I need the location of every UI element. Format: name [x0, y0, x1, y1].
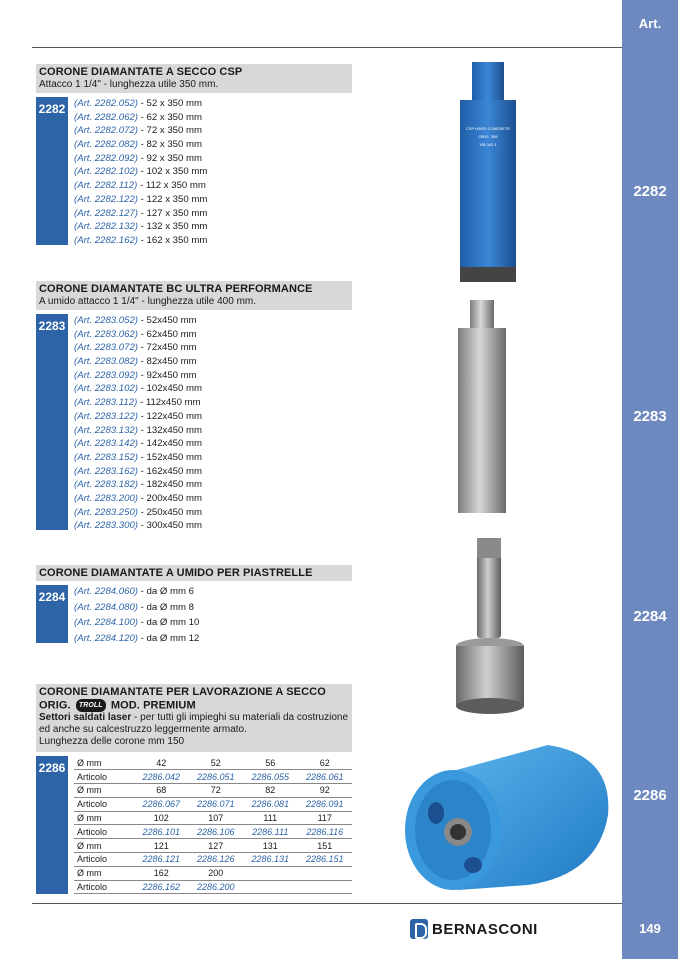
article-code: (Art. 2284.060)	[74, 586, 138, 597]
article-size: - 82x450 mm	[140, 356, 197, 368]
article-code: (Art. 2283.112)	[74, 397, 138, 409]
table-row-label: Ø mm	[74, 756, 134, 770]
list-item	[74, 631, 199, 647]
list-item	[74, 369, 202, 383]
article-size: - 152x450 mm	[140, 451, 202, 463]
list-item	[74, 478, 202, 492]
table-row	[74, 839, 352, 853]
article-size: - 102x450 mm	[140, 383, 202, 395]
table-cell: 2286.061	[298, 770, 353, 784]
list-item	[74, 97, 207, 111]
sidebar-code-2283: 2283	[633, 408, 667, 425]
list-item	[74, 424, 202, 438]
table-cell: 131	[243, 839, 298, 853]
table-row	[74, 756, 352, 770]
bottom-rule	[32, 903, 622, 904]
article-size: - 122 x 350 mm	[140, 193, 208, 205]
list-item	[74, 341, 202, 355]
table-row-label: Articolo	[74, 770, 134, 784]
article-size: - 127 x 350 mm	[140, 207, 208, 219]
sidebar-code-2284: 2284	[633, 608, 667, 625]
table-cell: 162	[134, 866, 189, 880]
list-item	[74, 410, 202, 424]
top-rule	[32, 47, 622, 48]
article-code: (Art. 2282.132)	[74, 221, 138, 233]
core-drill-csp-image	[452, 62, 524, 284]
section-2282-title: CORONE DIAMANTATE A SECCO CSP	[39, 66, 243, 78]
article-size: - 162 x 350 mm	[140, 234, 208, 246]
article-size: - 132x450 mm	[140, 424, 202, 436]
table-cell	[243, 880, 298, 894]
table-row	[74, 825, 352, 839]
article-code: (Art. 2282.072)	[74, 125, 138, 137]
list-item	[74, 165, 207, 179]
section-2286-header	[36, 684, 352, 752]
table-cell: 42	[134, 756, 189, 770]
table-cell: 2286.131	[243, 853, 298, 867]
article-code: (Art. 2282.082)	[74, 139, 138, 151]
article-code: (Art. 2284.100)	[74, 617, 138, 629]
article-size: - 162x450 mm	[140, 465, 202, 477]
section-2283-list	[74, 314, 202, 533]
list-item	[74, 124, 207, 138]
page-number: 149	[639, 921, 661, 936]
list-item	[74, 492, 202, 506]
article-size: - da Ø mm 6	[140, 586, 194, 597]
list-item	[74, 111, 207, 125]
list-item	[74, 355, 202, 369]
article-code: (Art. 2283.182)	[74, 479, 138, 491]
article-size: - 250x450 mm	[140, 506, 202, 518]
table-cell: 2286.091	[298, 797, 353, 811]
list-item	[74, 207, 207, 221]
table-cell: 127	[189, 839, 244, 853]
table-row-label: Articolo	[74, 825, 134, 839]
table-cell: 2286.055	[243, 770, 298, 784]
product-label-line3: 165 162 1	[479, 142, 497, 147]
tile-drill-bit-image	[455, 538, 525, 718]
list-item	[74, 220, 207, 234]
table-cell: 72	[189, 784, 244, 798]
table-cell: 2286.200	[189, 880, 244, 894]
table-cell: 2286.111	[243, 825, 298, 839]
table-cell: 117	[298, 811, 353, 825]
sidebar	[622, 0, 678, 959]
bernasconi-logo-text: BERNASCONI	[432, 920, 538, 938]
article-size: - da Ø mm 8	[140, 601, 194, 613]
table-cell: 102	[134, 811, 189, 825]
article-code: (Art. 2282.162)	[74, 234, 138, 246]
list-item	[74, 382, 202, 396]
article-code: (Art. 2284.120)	[74, 633, 138, 645]
article-code: (Art. 2283.052)	[74, 315, 138, 326]
article-size: - 62x450 mm	[140, 328, 197, 340]
table-cell: 2286.121	[134, 853, 189, 867]
table-row-label: Ø mm	[74, 811, 134, 825]
product-label-line2: ORIG. 358	[478, 134, 498, 139]
bernasconi-logo-icon	[410, 919, 428, 939]
article-size: - 92 x 350 mm	[140, 152, 202, 164]
section-2282-code: 2282	[36, 97, 68, 245]
article-size: - 200x450 mm	[140, 492, 202, 504]
table-row-label: Articolo	[74, 853, 134, 867]
list-item	[74, 152, 207, 166]
sidebar-code-2286: 2286	[633, 787, 667, 804]
article-code: (Art. 2282.102)	[74, 166, 138, 178]
article-size: - 72 x 350 mm	[140, 125, 202, 137]
article-size: - 300x450 mm	[140, 520, 202, 532]
article-size: - 62 x 350 mm	[140, 111, 202, 123]
table-cell: 2286.162	[134, 880, 189, 894]
section-2284-list	[74, 584, 199, 647]
article-size: - 132 x 350 mm	[140, 221, 208, 233]
article-code: (Art. 2284.080)	[74, 601, 138, 613]
article-size: - 52 x 350 mm	[140, 98, 202, 109]
list-item	[74, 451, 202, 465]
table-cell: 52	[189, 756, 244, 770]
product-label-line1: CSP HARD CONCRETE	[465, 126, 511, 131]
table-row	[74, 784, 352, 798]
article-code: (Art. 2283.082)	[74, 356, 138, 368]
list-item	[74, 314, 202, 328]
table-row-label: Articolo	[74, 797, 134, 811]
table-cell	[298, 866, 353, 880]
table-cell: 2286.071	[189, 797, 244, 811]
section-2284-title: CORONE DIAMANTATE A UMIDO PER PIASTRELLE	[39, 567, 313, 579]
table-cell: 56	[243, 756, 298, 770]
table-cell: 62	[298, 756, 353, 770]
article-code: (Art. 2283.062)	[74, 328, 138, 340]
list-item	[74, 396, 202, 410]
section-2284-header	[36, 565, 352, 581]
table-cell: 2286.151	[298, 853, 353, 867]
article-code: (Art. 2282.112)	[74, 180, 138, 192]
section-2286-model: MOD. PREMIUM	[110, 699, 196, 712]
section-2284-code: 2284	[36, 585, 68, 643]
list-item	[74, 600, 199, 616]
article-size: - 142x450 mm	[140, 438, 202, 450]
table-cell: 200	[189, 866, 244, 880]
article-size: - 72x450 mm	[140, 342, 197, 354]
table-cell	[298, 880, 353, 894]
list-item	[74, 138, 207, 152]
article-code: (Art. 2283.200)	[74, 492, 138, 504]
article-code: (Art. 2283.132)	[74, 424, 138, 436]
article-code: (Art. 2283.300)	[74, 520, 138, 532]
section-2282-list	[74, 97, 207, 248]
table-cell: 2286.042	[134, 770, 189, 784]
article-size: - 112 x 350 mm	[139, 180, 206, 192]
list-item	[74, 506, 202, 520]
table-row-label: Ø mm	[74, 839, 134, 853]
table-cell: 92	[298, 784, 353, 798]
article-code: (Art. 2283.122)	[74, 410, 138, 422]
article-size: - 52x450 mm	[140, 315, 197, 326]
section-2283-header	[36, 281, 352, 310]
table-row	[74, 770, 352, 784]
article-code: (Art. 2283.092)	[74, 369, 138, 381]
article-size: - 122x450 mm	[140, 410, 202, 422]
table-cell: 82	[243, 784, 298, 798]
table-row	[74, 866, 352, 880]
article-size: - 82 x 350 mm	[140, 139, 202, 151]
table-row-label: Ø mm	[74, 866, 134, 880]
article-code: (Art. 2283.102)	[74, 383, 138, 395]
section-2286-desc: - per tutti gli impieghi su materiali da costruzione ed anche su calcestruzzo leggermente armato.	[39, 712, 349, 736]
table-row-label: Articolo	[74, 880, 134, 894]
troll-brand-logo: TROLL	[76, 699, 106, 712]
article-size: - 182x450 mm	[140, 479, 202, 491]
article-code: (Art. 2283.072)	[74, 342, 138, 354]
article-size: - da Ø mm 12	[140, 633, 200, 645]
section-2286-desc-bold: Settori saldati laser	[39, 712, 132, 724]
section-2286-length: Lunghezza delle corone mm 150	[39, 736, 185, 748]
table-cell: 121	[134, 839, 189, 853]
section-2283-code: 2283	[36, 314, 68, 530]
list-item	[74, 234, 207, 248]
list-item	[74, 465, 202, 479]
table-cell: 2286.106	[189, 825, 244, 839]
article-size: - 102 x 350 mm	[140, 166, 208, 178]
list-item	[74, 328, 202, 342]
section-2283-subtitle: A umido attacco 1 1/4" - lunghezza utile 400 mm.	[39, 296, 257, 307]
section-2283-title: CORONE DIAMANTATE BC ULTRA PERFORMANCE	[39, 283, 313, 295]
sidebar-art-label: Art.	[638, 16, 662, 31]
list-item	[74, 519, 202, 533]
table-cell: 2286.081	[243, 797, 298, 811]
table-row	[74, 853, 352, 867]
article-code: (Art. 2283.162)	[74, 465, 138, 477]
table-cell: 2286.067	[134, 797, 189, 811]
list-item	[74, 179, 207, 193]
article-code: (Art. 2283.250)	[74, 506, 138, 518]
core-drill-bc-image	[452, 300, 512, 515]
table-row	[74, 880, 352, 894]
table-cell	[243, 866, 298, 880]
article-size: - da Ø mm 10	[140, 617, 200, 629]
section-2282-subtitle: Attacco 1 1/4" - lunghezza utile 350 mm.	[39, 79, 219, 90]
section-2286-title: CORONE DIAMANTATE PER LAVORAZIONE A SECCO	[39, 686, 326, 698]
core-drill-premium-image	[398, 735, 620, 895]
table-cell: 151	[298, 839, 353, 853]
article-code: (Art. 2282.092)	[74, 152, 138, 164]
table-row	[74, 797, 352, 811]
article-code: (Art. 2282.062)	[74, 111, 138, 123]
table-cell: 2286.051	[189, 770, 244, 784]
table-cell: 2286.126	[189, 853, 244, 867]
section-2282-header	[36, 64, 352, 93]
article-code: (Art. 2283.142)	[74, 438, 138, 450]
list-item	[74, 193, 207, 207]
section-2286-code: 2286	[36, 756, 68, 894]
article-size: - 112x450 mm	[139, 397, 201, 409]
table-cell: 2286.101	[134, 825, 189, 839]
bernasconi-logo	[410, 918, 538, 940]
article-code: (Art. 2282.052)	[74, 98, 138, 109]
section-2286-orig: ORIG.	[39, 699, 71, 712]
table-cell: 2286.116	[298, 825, 353, 839]
table-cell: 68	[134, 784, 189, 798]
sidebar-code-2282: 2282	[633, 183, 667, 200]
article-code: (Art. 2282.127)	[74, 207, 138, 219]
list-item	[74, 584, 199, 600]
table-cell: 107	[189, 811, 244, 825]
table-row-label: Ø mm	[74, 784, 134, 798]
spec-table-2286	[74, 756, 352, 894]
table-row	[74, 811, 352, 825]
article-code: (Art. 2282.122)	[74, 193, 138, 205]
list-item	[74, 437, 202, 451]
article-code: (Art. 2283.152)	[74, 451, 138, 463]
table-cell: 111	[243, 811, 298, 825]
article-size: - 92x450 mm	[140, 369, 197, 381]
list-item	[74, 615, 199, 631]
